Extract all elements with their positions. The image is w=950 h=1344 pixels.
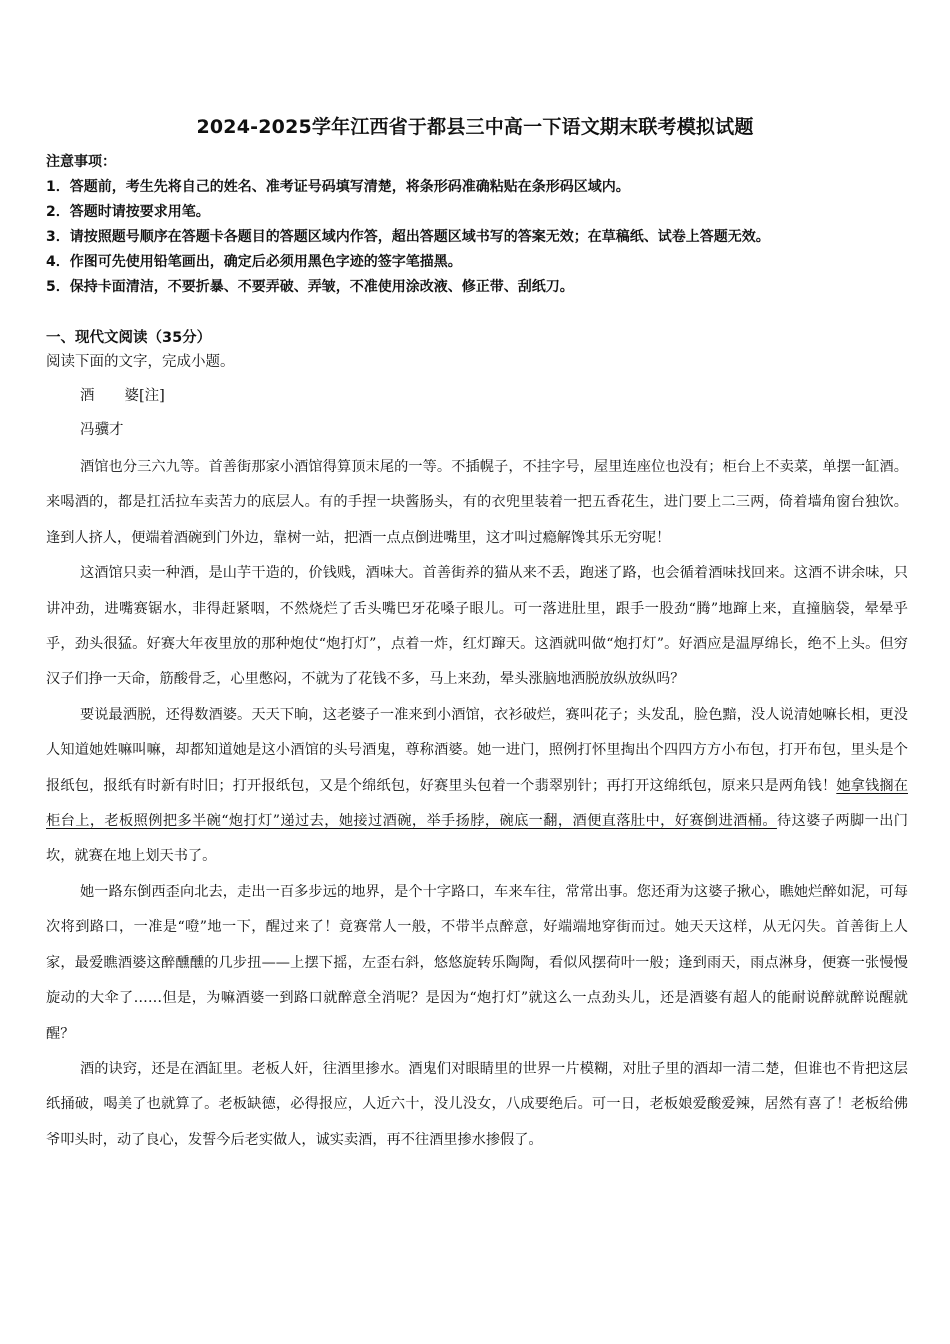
passage-body <box>46 450 908 1158</box>
underlined-sentence: 她拿钱搁在柜台上，老板照例把多半碗“炮打灯”递过去，她接过酒碗，举手扬脖，碗底一翻，酒便直落肚中，好赛倒进酒桶。 <box>46 777 908 830</box>
notice-item-5: 5．保持卡面清洁，不要折暴、不要弄破、弄皱，不准使用涂改液、修正带、刮纸刀。 <box>46 279 574 295</box>
paragraph-2: 这酒馆只卖一种酒，是山芋干造的，价钱贱，酒味大。首善街养的猫从来不丢，跑迷了路，也会循着酒味找回来。这酒不讲余味，只讲冲劲，进嘴赛锯水，非得赶紧咽，不然烧烂了舌头嘴巴牙花嗓子眼儿。可一落进肚里，跟手一股劲“腾”地蹿上来，直撞脑袋，晕晕乎乎，劲头很猛。好赛大年夜里放的那种炮仗“炮打灯”，点着一炸，红灯蹿天。这酒就叫做“炮打灯”。好酒应是温厚绵长，绝不上头。但穷汉子们挣一天命，筋酸骨乏，心里憋闷，不就为了花钱不多，马上来劲，晕头涨脑地洒脱放纵放纵吗？ <box>46 565 908 688</box>
notice-section <box>46 150 916 300</box>
passage-title-part-2: 婆[注] <box>124 388 165 404</box>
passage-title <box>80 384 165 405</box>
notice-item-1: 1．答题前，考生先将自己的姓名、准考证号码填写清楚，将条形码准确粘贴在条形码区域内。 <box>46 179 630 195</box>
passage-author: 冯骥才 <box>80 422 124 438</box>
paragraph-4: 她一路东倒西歪向北去，走出一百多步远的地界，是个十字路口，车来车往，常常出事。您还甭为这婆子揪心，瞧她烂醉如泥，可每次将到路口，一准是“噔”地一下，醒过来了！竟赛常人一般，不带半点醉意，好端端地穿街而过。她天天这样，从无闪失。首善街上人家，最爱瞧酒婆这醉醺醺的几步扭——上摆下摇，左歪右斜，悠悠旋转乐陶陶，看似风摆荷叶一般；逢到雨天，雨点淋身，便赛一张慢慢旋动的大伞了……但是，为嘛酒婆一到路口就醉意全消呢？是因为“炮打灯”就这么一点劲头儿，还是酒婆有超人的能耐说醉就醉说醒就醒？ <box>46 883 908 1042</box>
paragraph-3-start: 要说最洒脱，还得数酒婆。天天下晌，这老婆子一准来到小酒馆，衣衫破烂，赛叫花子；头发乱，脸色黯，没人说清她嘛长相，更没人知道她姓嘛叫嘛，却都知道她是这小酒馆的头号酒鬼，尊称酒婆。她一进门，照例打怀里掏出个四四方方小布包，打开布包，里头是个报纸包，报纸有时新有时旧；打开报纸包，又是个绵纸包，好赛里头包着一个翡翠别针；再打开这绵纸包，原来只是两角钱！ <box>46 706 908 794</box>
notice-item-2: 2．答题时请按要求用笔。 <box>46 204 210 220</box>
paragraph-1: 酒馆也分三六九等。首善街那家小酒馆得算顶末尾的一等。不插幌子，不挂字号，屋里连座位也没有；柜台上不卖菜，单摆一缸酒。来喝酒的，都是扛活拉车卖苦力的底层人。有的手捏一块酱肠头，有的衣兜里装着一把五香花生，进门要上二三两，倚着墙角窗台独饮。逢到人挤人，便端着酒碗到门外边，靠树一站，把酒一点点倒进嘴里，这才叫过瘾解馋其乐无穷呢！ <box>46 459 908 546</box>
notice-item-3: 3．请按照题号顺序在答题卡各题目的答题区域内作答，超出答题区域书写的答案无效；在草稿纸、试卷上答题无效。 <box>46 229 770 245</box>
paragraph-5: 酒的诀窍，还是在酒缸里。老板人奸，往酒里掺水。酒鬼们对眼睛里的世界一片模糊，对肚子里的酒却一清二楚，但谁也不肯把这层纸捅破，喝美了也就算了。老板缺德，必得报应，人近六十，没儿没女，八成要绝后。可一日，老板娘爱酸爱辣，居然有喜了！老板给佛爷叩头时，动了良心，发誓今后老实做人，诚实卖酒，再不往酒里掺水掺假了。 <box>46 1060 908 1148</box>
notice-item-4: 4．作图可先使用铅笔画出，确定后必须用黑色字迹的签字笔描黑。 <box>46 254 462 270</box>
section-heading: 一、现代文阅读（35分） <box>46 330 212 346</box>
section-instruction: 阅读下面的文字，完成小题。 <box>46 354 235 370</box>
paragraph-3-end: 待这婆子两脚一出门坎，就赛在地上划天书了。 <box>46 813 908 865</box>
exam-title: 2024-2025学年江西省于都县三中高一下语文期末联考模拟试题 <box>196 116 754 138</box>
paragraph-3 <box>46 698 908 875</box>
notice-heading: 注意事项： <box>46 154 116 170</box>
passage-title-part-1: 酒 <box>80 388 95 404</box>
